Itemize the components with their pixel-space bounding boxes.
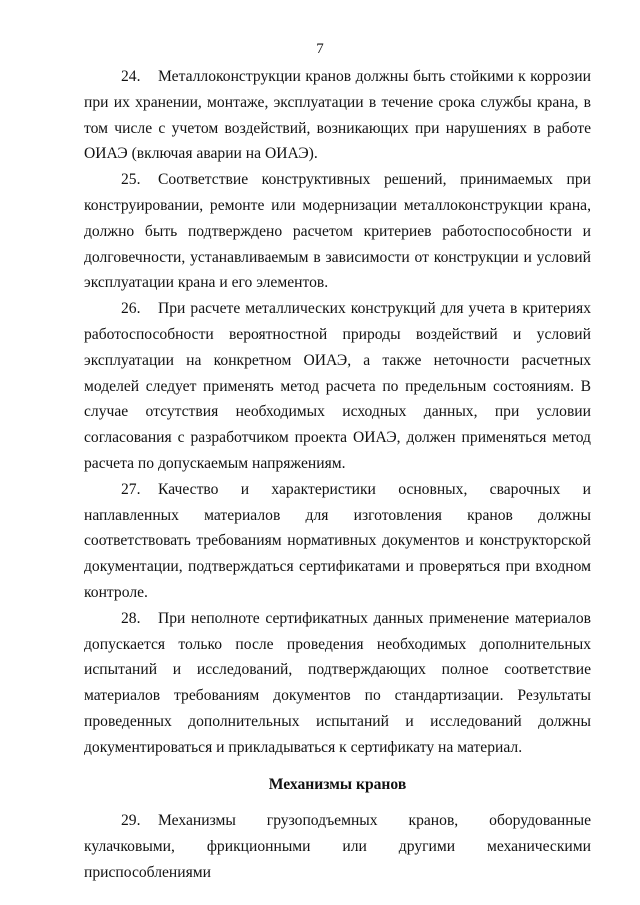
paragraph-number: 29.	[121, 812, 141, 830]
paragraph-text: Металлоконструкции кранов должны быть стойкими к коррозии при их хранении, монтаже, эксплуатации в течение срока службы крана, в том числе с учетом воздействий, возникающих при нарушениях в работе ОИАЭ (включая аварии на ОИАЭ).	[84, 68, 591, 163]
page-number: 7	[316, 41, 324, 57]
paragraph-number: 26.	[121, 300, 141, 318]
paragraph-text: Соответствие конструктивных решений, принимаемых при конструировании, ремонте или модернизации металлоконструкции крана, должно быть подтверждено расчетом критериев работоспособности и долговечности, устанавливаемым в зависимости от конструкции и условий эксплуатации крана и его элементов.	[84, 171, 591, 292]
paragraph-29	[84, 808, 591, 885]
paragraph-text: При расчете металлических конструкций для учета в критериях работоспособности вероятностной природы воздействий и условий эксплуатации на конкретном ОИАЭ, а также неточности расчетных моделей следует применять метод расчета по предельным состояниям. В случае отсутствия необходимых исходных данных, при условии согласования с разработчиком проекта ОИАЭ, должен применяться метод расчета по допускаемым напряжениям.	[84, 300, 591, 472]
section-heading: Механизмы кранов	[268, 775, 407, 793]
paragraph-24	[84, 64, 591, 167]
paragraph-number: 24.	[121, 68, 141, 85]
paragraph-text: Механизмы грузоподъемных кранов, оборудованные кулачковыми, фрикционными или другими механическими приспособлениями	[84, 812, 591, 881]
paragraph-number: 25.	[121, 171, 141, 189]
paragraph-27	[84, 477, 591, 606]
paragraph-number: 27.	[121, 480, 141, 498]
paragraph-number: 28.	[121, 609, 141, 627]
paragraph-26	[84, 296, 591, 477]
document-body	[84, 64, 591, 886]
paragraph-28	[84, 606, 591, 761]
paragraph-25	[84, 167, 591, 296]
paragraph-text: Качество и характеристики основных, сварочных и наплавленных материалов для изготовления кранов должны соответствовать требованиям нормативных документов и конструкторской документации, подтверждаться сертификатами и проверяться при входном контроле.	[84, 480, 591, 601]
paragraph-text: При неполноте сертификатных данных применение материалов допускается только после проведения необходимых дополнительных испытаний и исследований, подтверждающих полное соответствие материалов требованиям документов по стандартизации. Результаты проведенных дополнительных испытаний и исследований должны документироваться и прикладываться к сертификату на материал.	[84, 609, 591, 756]
